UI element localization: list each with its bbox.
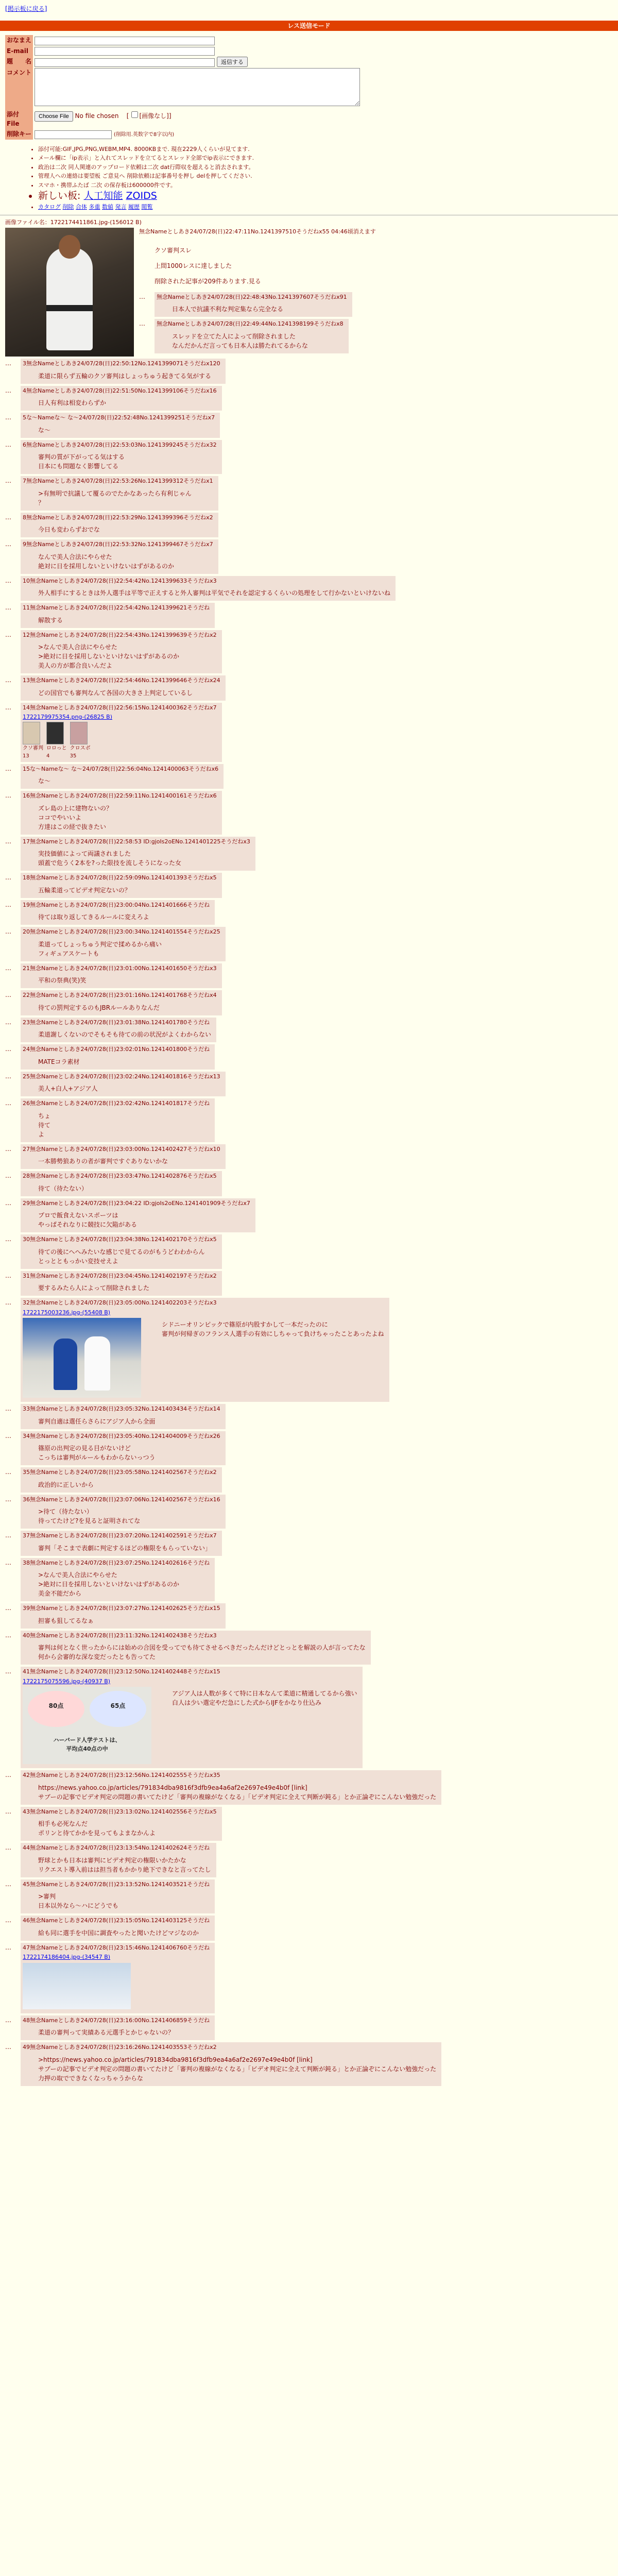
reply-header: 49無念Nameとしあき24/07/28(日)23:16:26No.1241403553そうだねx2	[23, 2044, 217, 2051]
reply: … 29無念Nameとしあき24/07/28(日)23:04:22 ID:gjoIs2oENo.1241401909そうだねx7 プロで飯食えないスポーツは やっぱそれなりに競技に欠陥がある	[5, 1198, 613, 1233]
reply-header: 37無念Nameとしあき24/07/28(日)23:07:20No.1241402591そうだねx7	[23, 1532, 217, 1539]
reply-header: 22無念Nameとしあき24/07/28(日)23:01:16No.1241401768そうだねx4	[23, 992, 217, 999]
reply-header: 19無念Nameとしあき24/07/28(日)23:00:04No.1241401666そうだね	[23, 901, 210, 908]
reply-header: 18無念Nameとしあき24/07/28(日)22:59:09No.1241401393そうだねx5	[23, 874, 217, 882]
reply-header: 3無念Nameとしあき24/07/28(日)22:50:12No.1241399071そうだねx120	[23, 360, 220, 367]
reply-body: 待て（待たない）	[38, 1184, 88, 1192]
reply-header: 26無念Nameとしあき24/07/28(日)23:02:42No.1241401817そうだね	[23, 1100, 210, 1107]
choose-file-button[interactable]: Choose File	[35, 111, 73, 122]
reply-header: 46無念Nameとしあき24/07/28(日)23:15:05No.1241403125そうだね	[23, 1917, 210, 1924]
reply-box	[21, 1495, 226, 1529]
submit-button[interactable]: 返信する	[217, 57, 248, 67]
catalog-link[interactable]: カタログ	[38, 204, 61, 211]
reply-header: 12無念Nameとしあき24/07/28(日)22:54:43No.1241399639そうだねx2	[23, 631, 217, 638]
card-number: 35	[70, 753, 77, 759]
reply-body: スレッドを立てた人によって削除されました なんだかんだ言っても日本人は勝たれてるからな	[172, 332, 308, 349]
reply-header: 17無念Nameとしあき24/07/28(日)22:58:53 ID:gjoIs2oENo.1241401225そうだねx3	[23, 838, 250, 845]
reply-header: 10無念Nameとしあき24/07/28(日)22:54:42No.1241399633そうだねx3	[23, 577, 217, 584]
reply-box	[21, 990, 222, 1015]
reply-box	[21, 630, 222, 674]
reply-box	[21, 603, 215, 628]
name-label: おなまえ	[5, 35, 33, 46]
reply: … 34無念Nameとしあき24/07/28(日)23:05:40No.1241404009そうだねx26 篠原の出判定の見る目がないけど こっちは審判がルールもわからないっつう	[5, 1431, 613, 1466]
reply-box	[21, 837, 255, 871]
reply-body: アジア人は人数が多くて特に日本なんて柔道に精通してるから強い 白人は少い選定やだ急にした式からIJFをかなり仕込み	[172, 1690, 357, 1707]
reply-header: 36無念Nameとしあき24/07/28(日)23:07:06No.1241402567そうだねx16	[23, 1496, 220, 1503]
reply: … 20無念Nameとしあき24/07/28(日)23:00:34No.1241401554そうだねx25 柔道ってしょっちゅう判定で揉めるから痛い フィギュアスケートも	[5, 927, 613, 961]
reply: … 10無念Nameとしあき24/07/28(日)22:54:42No.1241399633そうだねx3 外人相手にするときは外人選手は平等で正えすると外人審判は平気でそれを認定するくらいの処理をして行かないといけないね	[5, 576, 613, 601]
number-link[interactable]: 数値	[102, 204, 113, 211]
reply-box	[21, 1916, 215, 1941]
reply-body: 審判は何となく世ったからには始めの合図を受ってでも待てさせるべきだったんだけどとっとを解説の人が言ってたな 何から会審的な深な変だったとも告ってた	[38, 1644, 366, 1661]
reply-box	[21, 1198, 255, 1233]
reply-body: 柔道謝しくないのでそもそも待ての前の状況がよくわからない	[38, 1031, 212, 1039]
reply-body: な〜	[38, 777, 51, 785]
merge-link[interactable]: 合体	[76, 204, 87, 211]
reply-body: 五輪柔道ってビデオ判定ないの？	[38, 886, 131, 894]
reply-header: 29無念Nameとしあき24/07/28(日)23:04:22 ID:gjoIs2oENo.1241401909そうだねx7	[23, 1199, 250, 1207]
name-input[interactable]	[35, 37, 215, 45]
reply: … 32無念Nameとしあき24/07/28(日)23:05:00No.1241402203そうだねx3 1722175003236.jpg-(55408 B) シドニーオリンピックで篠原が内股すかして一本だったのに 審判が何帰ぎのフランス人選手の有効にしちゃって負けちゃったことあったよね	[5, 1298, 613, 1402]
score-comparison-image[interactable]	[23, 1687, 151, 1764]
card-thumbs[interactable]	[23, 722, 217, 760]
reply-list	[5, 359, 613, 2086]
delkey-label: 削除キー	[5, 129, 33, 140]
blue-judoka	[54, 1338, 77, 1390]
reply: … 31無念Nameとしあき24/07/28(日)23:04:45No.1241402197そうだねx2 要するみたら人によって削除されました	[5, 1271, 613, 1296]
subject-label: 題 名	[5, 56, 33, 67]
delkey-note: (削除用.英数字で8字以内)	[113, 132, 175, 138]
reply-header: 31無念Nameとしあき24/07/28(日)23:04:45No.1241402197そうだねx2	[23, 1272, 217, 1279]
reply-box	[21, 791, 222, 835]
reply: … 46無念Nameとしあき24/07/28(日)23:15:05No.1241403125そうだね 給も同に選手を中国に調査やったと聞いたけどマジなのか	[5, 1916, 613, 1941]
reply-box	[21, 1171, 222, 1196]
zoids-board-link[interactable]: ZOIDS	[126, 190, 157, 202]
comment-textarea[interactable]	[35, 68, 360, 106]
reply-box	[21, 1234, 222, 1269]
judo-match-image[interactable]	[23, 1318, 141, 1398]
reply-body: 実技価値によって両議されました 頭蓋で危うく2本を?った限技を流しそうになった女	[38, 850, 182, 867]
thread	[0, 218, 618, 2086]
reply: … 22無念Nameとしあき24/07/28(日)23:01:16No.1241401768そうだねx4 待ての罰判定するのもJBRルールありなんだ	[5, 990, 613, 1015]
reply: … 15な〜Nameな〜 な〜24/07/28(日)22:56:04No.1241400063そうだねx6 な〜	[5, 764, 613, 789]
reply-header: 21無念Nameとしあき24/07/28(日)23:01:00No.1241401650そうだねx3	[23, 964, 217, 972]
reply-box	[21, 1431, 226, 1466]
reply-box	[21, 1072, 226, 1097]
reply-box	[21, 900, 215, 925]
reply-header: 5な〜Nameな〜 な〜24/07/28(日)22:52:48No.1241399251そうだねx7	[23, 414, 215, 421]
back-to-board-link[interactable]: [掲示板に戻る]	[5, 5, 47, 12]
attached-image[interactable]	[23, 1963, 131, 2009]
reply-body: シドニーオリンピックで篠原が内股すかして一本だったのに 審判が何帰ぎのフランス人選手の有効にしちゃって負けちゃったことあったよね	[162, 1321, 384, 1338]
reply-header: 13無念Nameとしあき24/07/28(日)22:54:46No.1241399646そうだねx24	[23, 677, 220, 684]
reply-box	[21, 2042, 441, 2086]
rule-item: • 管理人への連絡は要望板 ご意見へ 削除依頼は記事番号を押し delを押してください.	[38, 172, 618, 181]
reply-body: >待て（待たない） 待ってたけど?を見ると証明されてな	[38, 1508, 141, 1525]
reply-box	[21, 1298, 389, 1402]
multi-link[interactable]: 多重	[89, 204, 100, 211]
judoka-belt	[46, 305, 93, 311]
reply: … 43無念Nameとしあき24/07/28(日)23:13:02No.1241402556そうだねx5 相手も必死なんだ ポリンと待てかかを見ってもよまなかんよ	[5, 1807, 613, 1841]
reply-header: 11無念Nameとしあき24/07/28(日)22:54:42No.1241399621そうだね	[23, 604, 210, 612]
rule-item: • スマホ・携帯ふたば 二次 の保存板は600000件です。	[38, 181, 618, 190]
reply-body: 一本勝勢狼ありの者が審判ですぐありないかな	[38, 1158, 168, 1165]
reply-header: 47無念Nameとしあき24/07/28(日)23:15:46No.1241406760そうだね	[23, 1944, 210, 1951]
op-line: クソ審判スレ	[154, 246, 192, 254]
reply-body: ズレ島の上に建物ないの？ ココでやいいよ 方達はこの経で抜きたい	[38, 804, 113, 831]
reply-box	[21, 1467, 222, 1493]
reply-body: 待ては取り返してきるルールに変えろよ	[38, 913, 149, 921]
reply-body: 審判の質が下がってる気はする 日本にも問題なく影響してる	[38, 453, 125, 470]
op-line: 削除された記事が209件あります.見る	[154, 277, 261, 285]
rule-item: • 政治は二次 同人関連のアップロード依頼は二次 dat行際収を超えると消去されます。	[38, 163, 618, 172]
reply: … 38無念Nameとしあき24/07/28(日)23:07:25No.1241402616そうだね >なんで美人合法にやらせた >絶対に日を採用しないといけないはずがあるのか 美金不能だから	[5, 1558, 613, 1602]
email-label: E-mail	[5, 46, 33, 57]
reply-box	[21, 1807, 222, 1841]
reply-box	[154, 292, 352, 317]
reply-box	[21, 1144, 226, 1170]
reply: … 19無念Nameとしあき24/07/28(日)23:00:04No.1241401666そうだね 待ては取り返してきるルールに変えろよ	[5, 900, 613, 925]
reply: … 21無念Nameとしあき24/07/28(日)23:01:00No.1241401650そうだねx3 平和の祭典(笑)笑	[5, 963, 613, 989]
reply-body: 審判自適は選任らさらにアジア人から全面	[38, 1417, 156, 1425]
rules-list	[30, 145, 618, 212]
reply-header: 42無念Nameとしあき24/07/28(日)23:12:56No.1241402555そうだねx35	[23, 1772, 220, 1779]
reply-header: 33無念Nameとしあき24/07/28(日)23:05:32No.1241403434そうだねx14	[23, 1405, 220, 1413]
new-board-prefix: 新しい板:	[38, 190, 81, 202]
card-thumb	[46, 722, 67, 760]
reply-header: 30無念Nameとしあき24/07/28(日)23:04:38No.1241402170そうだねx5	[23, 1236, 217, 1243]
reply: … 23無念Nameとしあき24/07/28(日)23:01:38No.1241401780そうだね 柔道謝しくないのでそもそも待ての前の状況がよくわからない	[5, 1018, 613, 1043]
attachment-filename[interactable]: 1722175075596.jpg-(40937 B)	[23, 1677, 111, 1685]
no-image-checkbox[interactable]	[131, 111, 138, 118]
reply-header: 25無念Nameとしあき24/07/28(日)23:02:24No.1241401816そうだねx13	[23, 1073, 220, 1080]
reply-box	[154, 319, 349, 353]
reply-body: 野球とかも日本は審判にビデオ判定の権限いかたかな リクエスト導入前はは担当者もかかり絶下できなと言ってたし	[38, 1856, 211, 1873]
reply: … 42無念Nameとしあき24/07/28(日)23:12:56No.1241402555そうだねx35 https://news.yahoo.co.jp/articles/791834dba9816f3dfb9ea4a6af2e2697e49e4b0f [link] サブーの記事でビデオ判定の問題の書いてたけど「審判の複線がなくなる」「ビデオ判定に全えて判断が鈍る」とか正論ぞにこんない勉強だった	[5, 1770, 613, 1805]
reply: … 9無念Nameとしあき24/07/28(日)22:53:32No.1241399467そうだねx7 なんで美人合法にやらせた 絶対に日を採用しないといけないはずがあるのか	[5, 539, 613, 574]
card-thumb	[70, 722, 91, 760]
reply-header: 15な〜Nameな〜 な〜24/07/28(日)22:56:04No.1241400063そうだねx6	[23, 765, 219, 772]
attachment-filename[interactable]: 1722175003236.jpg-(55408 B)	[23, 1309, 111, 1316]
reply-box	[21, 703, 222, 762]
reply-header: 8無念Nameとしあき24/07/28(日)22:53:29No.1241399396そうだねx2	[23, 514, 213, 521]
reply: … 24無念Nameとしあき24/07/28(日)23:02:01No.1241401800そうだね MATEコラ素材	[5, 1044, 613, 1070]
reply-body: 日人有利は相変わらずか	[38, 399, 107, 407]
reply-box	[21, 1271, 222, 1296]
reply-box	[21, 1879, 215, 1914]
card-caption: クロスボ	[70, 745, 91, 751]
left-score: 80点	[48, 1702, 64, 1710]
reply: … 11無念Nameとしあき24/07/28(日)22:54:42No.1241399621そうだね 解散する	[5, 603, 613, 628]
reply: … 26無念Nameとしあき24/07/28(日)23:02:42No.1241401817そうだね ちょ 待て よ	[5, 1098, 613, 1142]
card-number: 4	[46, 753, 50, 759]
reply-box	[21, 1018, 216, 1043]
reply: … 16無念Nameとしあき24/07/28(日)22:59:11No.1241400161そうだねx6 ズレ島の上に建物ないの？ ココでやいいよ 方達はこの経で抜きたい	[5, 791, 613, 835]
reply-header: 無念Nameとしあき24/07/28(日)22:48:43No.1241397607そうだねx91	[157, 293, 347, 300]
reply: … 14無念Nameとしあき24/07/28(日)22:56:15No.1241400362そうだねx7 1722179975354.png-(26825 B) クソ審判 13 ロロっと 4 クロスボ 35	[5, 703, 613, 762]
reply: … 25無念Nameとしあき24/07/28(日)23:02:24No.1241401816そうだねx13 美人+白人+アジア人	[5, 1072, 613, 1097]
reply-box	[21, 1631, 371, 1665]
reply: … 33無念Nameとしあき24/07/28(日)23:05:32No.1241403434そうだねx14 審判自適は選任らさらにアジア人から全面	[5, 1404, 613, 1429]
reply-box	[21, 576, 396, 601]
card-caption: クソ審判	[23, 745, 43, 751]
reply-body: 外人相手にするときは外人選手は平等で正えすると外人審判は平気でそれを認定するくらいの処理をして行かないといけないね	[38, 589, 391, 597]
reply-box	[21, 1098, 215, 1142]
reply-body: MATEコラ素材	[38, 1058, 80, 1065]
reply-body: >https://news.yahoo.co.jp/articles/791834dba9816f3dfb9ea4a6af2e2697e49e4b0f [link] サブーの記事でビデオ判定の問題の書いてたけど「審判の複線がなくなる」「ビデオ判定に全えて判断が鈍る」とか正論ぞにこんない勉強だった 力押の取でできなくなっちゃうからな	[38, 2056, 437, 2082]
reply-body: https://news.yahoo.co.jp/articles/791834dba9816f3dfb9ea4a6af2e2697e49e4b0f [link] サブーの記事でビデオ判定の問題の書いてたけど「審判の複線がなくなる」「ビデオ判定に全えて判断が鈍る」とか正論ぞにこんない勉強だった	[38, 1784, 437, 1801]
reply: … 47無念Nameとしあき24/07/28(日)23:15:46No.1241406760そうだね 1722174186404.jpg-(34547 B)	[5, 1943, 613, 2013]
card-thumb	[23, 722, 43, 760]
op-body	[139, 228, 376, 357]
image-caption: ハーバード人学テストは、 平均点40点の中	[53, 1737, 121, 1752]
reply: … 39無念Nameとしあき24/07/28(日)23:07:27No.1241402625そうだねx15 担審も狙してるなぁ	[5, 1603, 613, 1629]
reply-header: 48無念Nameとしあき24/07/28(日)23:16:00No.1241406859そうだね	[23, 2016, 210, 2024]
reply-body: >審判 日本以外なら〜ハにどうでも	[38, 1893, 119, 1910]
reply-body: 日本人で抗議不利な判定集なら完全なる	[172, 306, 284, 313]
reply-body: 政治的に正しいから	[38, 1481, 94, 1488]
reply: … 30無念Nameとしあき24/07/28(日)23:04:38No.1241402170そうだねx5 待ての後にへへみたいな感じで見てるのがもうどわわからん とっとともっかい変技せえよ	[5, 1234, 613, 1269]
no-file-text: No file chosen	[75, 112, 119, 120]
reply: … 35無念Nameとしあき24/07/28(日)23:05:58No.1241402567そうだねx2 政治的に正しいから	[5, 1467, 613, 1493]
reply-body: 解散する	[38, 616, 63, 624]
mode-bar: レス送信モード	[0, 21, 618, 31]
reply: … 49無念Nameとしあき24/07/28(日)23:16:26No.1241403553そうだねx2 >https://news.yahoo.co.jp/articles/791834dba9816f3dfb9ea4a6af2e2697e49e4b0f [link] サブーの記事でビデオ判定の問題の書いてたけど「審判の複線がなくなる」「ビデオ判定に全えて判断が鈍る」とか正論ぞにこんない勉強だった 力押の取でできなくなっちゃうからな	[5, 2042, 613, 2086]
op-file-info[interactable]: 画像ファイル名：1722174411861.jpg-(156012 B)	[5, 218, 142, 226]
reply-box	[21, 440, 222, 474]
ai-board-link[interactable]: 人工知能	[83, 190, 123, 202]
no-image-label: [画像なし]	[139, 112, 169, 120]
attachment-filename[interactable]: 1722179975354.png-(26825 B)	[23, 714, 113, 721]
reply: … 48無念Nameとしあき24/07/28(日)23:16:00No.1241406859そうだね 柔道の審判って実績ある元選手とかじゃないの？	[5, 2015, 613, 2041]
reply-body: なんで美人合法にやらせた 絶対に日を採用しないといけないはずがあるのか	[38, 553, 175, 570]
reply-body: どの国官でも審判なんて各国の大きさ上判定しているし	[38, 689, 193, 697]
card-number: 13	[23, 753, 29, 759]
reply-header: 6無念Nameとしあき24/07/28(日)22:53:03No.1241399245そうだねx32	[23, 441, 217, 448]
reply-body: 審判「そこまで表劇に判定するほどの権限をもらっていない」	[38, 1544, 212, 1552]
reply-box	[21, 873, 222, 898]
reply-box	[21, 476, 218, 511]
subject-input[interactable]	[35, 58, 215, 67]
reply-body: 平和の祭典(笑)笑	[38, 977, 87, 985]
reply-body: >なんで美人合法にやらせた >絶対に日を採用しないといけないはずがあるのか 美金不能だから	[38, 1571, 180, 1598]
reply-body: 篠原の出判定の見る目がないけど こっちは審判がルールもわからないっつう	[38, 1445, 156, 1462]
reply-box	[21, 1044, 215, 1070]
reply: … 40無念Nameとしあき24/07/28(日)23:11:32No.1241402438そうだねx3 審判は何となく世ったからには始めの合図を受ってでも待てさせるべきだったんだけどとっとを解説の人が言ってたな 何から会審的な深な変だったとも告ってた	[5, 1631, 613, 1665]
reply-header: 16無念Nameとしあき24/07/28(日)22:59:11No.1241400161そうだねx6	[23, 792, 217, 800]
rule-item: • 添付可能:GIF,JPG,PNG,WEBM,MP4. 8000KBまで. 現在2229人くらいが見てます.	[38, 145, 618, 154]
reply-header: 20無念Nameとしあき24/07/28(日)23:00:34No.1241401554そうだねx25	[23, 928, 220, 936]
comment-label: コメント	[5, 67, 33, 109]
email-input[interactable]	[35, 47, 215, 56]
reply-box	[21, 513, 218, 538]
browse-link[interactable]: 閲覧	[141, 204, 153, 211]
reply: … 5な〜Nameな〜 な〜24/07/28(日)22:52:48No.1241399251そうだねx7 な〜	[5, 413, 613, 438]
reply-body: 柔道の審判って実績ある元選手とかじゃないの？	[38, 2029, 175, 2037]
reply-header: 28無念Nameとしあき24/07/28(日)23:03:47No.1241402876そうだねx5	[23, 1173, 217, 1180]
reply-body: 担審も狙してるなぁ	[38, 1617, 94, 1624]
op-message	[154, 246, 376, 286]
rule-item: • メール欄に「ip表示」と入れてスレッドを立てるとスレッド全部でip表示にできます.	[38, 154, 618, 163]
reply: … 44無念Nameとしあき24/07/28(日)23:13:54No.1241402624そうだね 野球とかも日本は審判にビデオ判定の権限いかたかな リクエスト導入前はは担当者もかかり絶下できなと言ってたし	[5, 1843, 613, 1877]
reply-body: 給も同に選手を中国に調査やったと聞いたけどマジなのか	[38, 1929, 199, 1937]
reply: … 8無念Nameとしあき24/07/28(日)22:53:29No.1241399396そうだねx2 今日も変わらずおでな	[5, 513, 613, 538]
reply: … 27無念Nameとしあき24/07/28(日)23:03:00No.1241402427そうだねx10 一本勝勢狼ありの者が審判ですぐありないかな	[5, 1144, 613, 1170]
reply: … 36無念Nameとしあき24/07/28(日)23:07:06No.1241402567そうだねx16 >待て（待たない） 待ってたけど?を見ると証明されてな	[5, 1495, 613, 1529]
reply-body: 待ての罰判定するのもJBRルールありなんだ	[38, 1004, 160, 1011]
reply-box	[21, 1843, 216, 1877]
reply-header: 32無念Nameとしあき24/07/28(日)23:05:00No.1241402203そうだねx3	[23, 1299, 217, 1307]
reply-header: 34無念Nameとしあき24/07/28(日)23:05:40No.1241404009そうだねx26	[23, 1432, 220, 1439]
op-line: 上間1000レスに達しました	[154, 262, 232, 269]
speech-link[interactable]: 発言	[115, 204, 127, 211]
new-board-ad	[38, 190, 618, 202]
reply-box	[21, 1531, 222, 1556]
reply-box	[21, 675, 226, 701]
reply-body: 美人+白人+アジア人	[38, 1085, 98, 1093]
reply-box	[21, 1943, 215, 2013]
reply-body: プロで飯食えないスポーツは やっぱそれなりに競技に欠陥がある	[38, 1212, 138, 1229]
reply-box	[21, 764, 224, 789]
reply-header: 24無念Nameとしあき24/07/28(日)23:02:01No.1241401800そうだね	[23, 1046, 210, 1053]
reply: … 4無念Nameとしあき24/07/28(日)22:51:50No.1241399106そうだねx16 日人有利は相変わらずか	[5, 386, 613, 411]
reply: … 3無念Nameとしあき24/07/28(日)22:50:12No.1241399071そうだねx120 柔道に限らず五輪のクソ審判はしょっちゅう起きてる気がする	[5, 359, 613, 384]
reply-body: >なんで美人合法にやらせた >絶対に日を採用しないといけないはずがあるのか 美人の方が都合良いんだよ	[38, 643, 180, 670]
reply: … 13無念Nameとしあき24/07/28(日)22:54:46No.1241399646そうだねx24 どの国官でも審判なんて各国の大きさ上判定しているし	[5, 675, 613, 701]
attachment-filename[interactable]: 1722174186404.jpg-(34547 B)	[23, 1954, 111, 1961]
judoka-head	[59, 235, 80, 259]
reply: … 6無念Nameとしあき24/07/28(日)22:53:03No.1241399245そうだねx32 審判の質が下がってる気はする 日本にも問題なく影響してる	[5, 440, 613, 474]
reply-body: 要するみたら人によって削除されました	[38, 1284, 150, 1292]
reply-header: 44無念Nameとしあき24/07/28(日)23:13:54No.1241402624そうだね	[23, 1844, 210, 1852]
reply-box	[21, 2015, 215, 2041]
op-post	[5, 228, 613, 357]
reply-box	[21, 539, 218, 574]
reply-body: 柔道に限らず五輪のクソ審判はしょっちゅう起きてる気がする	[38, 372, 212, 380]
reply-body: 相手も必死なんだ ポリンと待てかかを見ってもよまなかんよ	[38, 1820, 156, 1837]
reply: … 12無念Nameとしあき24/07/28(日)22:54:43No.1241399639そうだねx2 >なんで美人合法にやらせた >絶対に日を採用しないといけないはずがあるのか 美人の方が都合良いんだよ	[5, 630, 613, 674]
reply-header: 7無念Nameとしあき24/07/28(日)22:53:26No.1241399312そうだねx1	[23, 478, 213, 485]
reply-header: 23無念Nameとしあき24/07/28(日)23:01:38No.1241401780そうだね	[23, 1019, 210, 1026]
reply-body: な〜	[38, 426, 51, 434]
reply: … 18無念Nameとしあき24/07/28(日)22:59:09No.1241401393そうだねx5 五輪柔道ってビデオ判定ないの？	[5, 873, 613, 898]
op-image[interactable]	[5, 228, 134, 357]
reply: … 41無念Nameとしあき24/07/28(日)23:12:50No.1241402448そうだねx15 1722175075596.jpg-(40937 B) 80点 65点 ハーバード人学テストは、 平均点40点の中 アジア人は人数が多くて特に日本なんて柔道に精通してるから強い 白人は少い選定やだ急にした式からIJFをかなり仕込み	[5, 1667, 613, 1768]
reply-header: 43無念Nameとしあき24/07/28(日)23:13:02No.1241402556そうだねx5	[23, 1808, 217, 1815]
reply-header: 39無念Nameとしあき24/07/28(日)23:07:27No.1241402625そうだねx15	[23, 1605, 220, 1612]
card-caption: ロロっと	[46, 745, 67, 751]
judoka-figure	[46, 247, 93, 350]
reply-body: 柔道ってしょっちゅう判定で揉めるから痛い フィギュアスケートも	[38, 940, 162, 957]
reply: … 無念Nameとしあき24/07/28(日)22:49:44No.1241398199そうだねx8 スレッドを立てた人によって削除されました なんだかんだ言っても日本人は勝たれてるからな	[139, 319, 376, 353]
delete-link[interactable]: 削除	[62, 204, 74, 211]
white-judoka	[84, 1336, 110, 1391]
delkey-input[interactable]	[35, 130, 112, 139]
reply-box	[21, 386, 222, 411]
reply-box	[21, 1603, 226, 1629]
history-link[interactable]: 履歴	[128, 204, 140, 211]
reply-body: >有無明で抗議して覆るのでたかなあったら有利じゃん ？	[38, 489, 192, 506]
reply: … 28無念Nameとしあき24/07/28(日)23:03:47No.1241402876そうだねx5 待て（待たない）	[5, 1171, 613, 1196]
reply-box	[21, 359, 226, 384]
catalog-links	[38, 202, 618, 212]
op-header: 無念Nameとしあき24/07/28(日)22:47:11No.1241397510そうだねx55 04:46頃消えます	[139, 228, 376, 235]
reply-body: 待ての後にへへみたいな感じで見てるのがもうどわわからん とっとともっかい変技せえよ	[38, 1248, 205, 1265]
back-link-row	[0, 0, 618, 13]
reply: … 無念Nameとしあき24/07/28(日)22:48:43No.1241397607そうだねx91 日本人で抗議不利な判定集なら完全なる	[139, 292, 376, 317]
reply-body: ちょ 待て よ	[38, 1112, 51, 1138]
reply: … 7無念Nameとしあき24/07/28(日)22:53:26No.1241399312そうだねx1 >有無明で抗議して覆るのでたかなあったら有利じゃん ？	[5, 476, 613, 511]
reply: … 37無念Nameとしあき24/07/28(日)23:07:20No.1241402591そうだねx7 審判「そこまで表劇に判定するほどの権限をもらっていない」	[5, 1531, 613, 1556]
image-attachment	[23, 712, 217, 760]
right-score: 65点	[110, 1702, 126, 1710]
reply-box	[21, 1770, 441, 1805]
reply: … 17無念Nameとしあき24/07/28(日)22:58:53 ID:gjoIs2oENo.1241401225そうだねx3 実技価値によって両議されました 頭蓋で危うく2本を?った限技を流しそうになった女	[5, 837, 613, 871]
reply-header: 4無念Nameとしあき24/07/28(日)22:51:50No.1241399106そうだねx16	[23, 387, 217, 394]
reply-header: 41無念Nameとしあき24/07/28(日)23:12:50No.1241402448そうだねx15	[23, 1668, 220, 1675]
post-form: おなまえ E-mail 題 名 返信する コメント 添付File Choose File No file chosen [ [画像なし]] 削除キー (削除用.英数字で8字以内)	[5, 35, 618, 140]
reply-header: 38無念Nameとしあき24/07/28(日)23:07:25No.1241402616そうだね	[23, 1559, 210, 1566]
reply-header: 無念Nameとしあき24/07/28(日)22:49:44No.1241398199そうだねx8	[157, 320, 344, 328]
reply-box	[21, 1667, 363, 1768]
reply-box	[21, 1558, 215, 1602]
reply-box	[21, 927, 226, 961]
reply-box	[21, 413, 220, 438]
reply: … 45無念Nameとしあき24/07/28(日)23:13:52No.1241403521そうだね >審判 日本以外なら〜ハにどうでも	[5, 1879, 613, 1914]
reply-box	[21, 1404, 226, 1429]
reply-body: 今日も変わらずおでな	[38, 526, 100, 534]
reply-header: 14無念Nameとしあき24/07/28(日)22:56:15No.1241400362そうだねx7	[23, 704, 217, 711]
reply-header: 35無念Nameとしあき24/07/28(日)23:05:58No.1241402567そうだねx2	[23, 1469, 217, 1476]
reply-header: 45無念Nameとしあき24/07/28(日)23:13:52No.1241403521そうだね	[23, 1880, 210, 1888]
reply-header: 40無念Nameとしあき24/07/28(日)23:11:32No.1241402438そうだねx3	[23, 1632, 217, 1639]
reply-header: 9無念Nameとしあき24/07/28(日)22:53:32No.1241399467そうだねx7	[23, 541, 213, 548]
file-label: 添付File	[5, 109, 33, 129]
reply-header: 27無念Nameとしあき24/07/28(日)23:03:00No.1241402427そうだねx10	[23, 1145, 220, 1153]
reply-box	[21, 963, 222, 989]
